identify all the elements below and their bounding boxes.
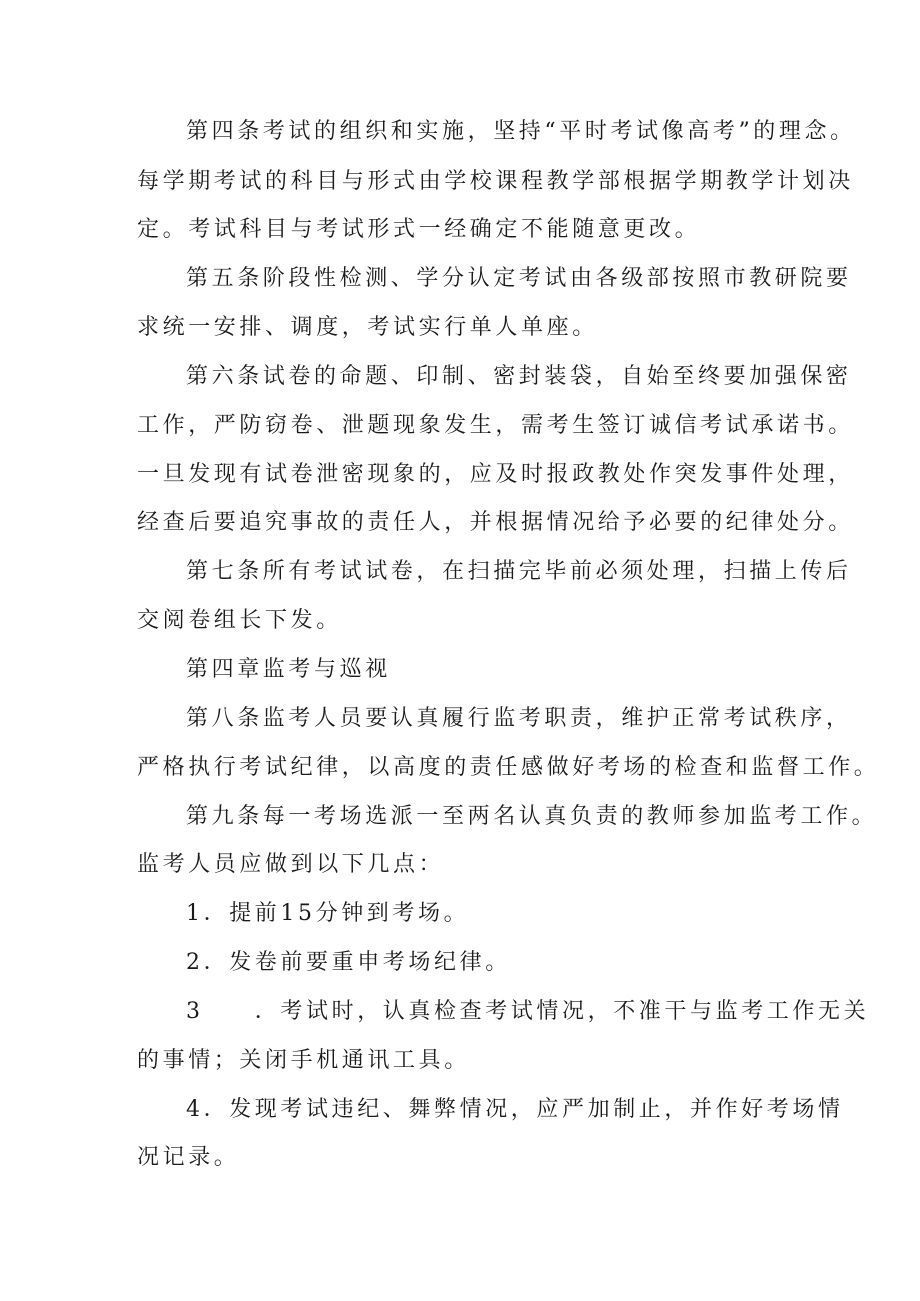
text-line: 第六条试卷的命题、印制、密封装袋，自始至终要加强保密 [186,364,852,389]
text-line: 第四条考试的组织和实施，坚持“平时考试像高考”的理念。 [186,119,856,144]
text-line: 的事情；关闭手机通讯工具。 [137,1048,470,1073]
list-item: 2．发卷前要重申考场纪律。 [186,950,511,975]
text-line: 第七条所有考试试卷，在扫描完毕前必须处理，扫描上传后 [186,559,852,584]
text-line: 第八条监考人员要认真履行监考职责，维护正常考试秩序， [186,706,852,731]
list-item: 1．提前15分钟到考场。 [186,901,470,926]
text-line: 经查后要追究事故的责任人，并根据情况给予必要的纪律处分。 [137,510,854,535]
text-line: 第五条阶段性检测、学分认定考试由各级部按照市教研院要 [186,266,852,291]
text-line: 每学期考试的科目与形式由学校课程教学部根据学期教学计划决 [137,169,854,194]
list-item: 3 ．考试时，认真检查考试情况，不准干与监考工作无关 [186,999,870,1024]
text-line: 交阅卷组长下发。 [137,608,342,633]
text-line: 工作，严防窃卷、泄题现象发生，需考生签订诚信考试承诺书。 [137,413,854,438]
text-line: 监考人员应做到以下几点： [137,852,445,877]
text-line: 第九条每一考场选派一至两名认真负责的教师参加监考工作。 [186,804,878,829]
text-line: 一旦发现有试卷泄密现象的，应及时报政教处作突发事件处理， [137,462,854,487]
text-line: 定。考试科目与考试形式一经确定不能随意更改。 [137,217,701,242]
list-item: 4．发现考试违纪、舞弊情况，应严加制止，并作好考场情 [186,1097,844,1122]
text-line: 求统一安排、调度，考试实行单人单座。 [137,315,598,340]
text-line: 严格执行考试纪律，以高度的责任感做好考场的检查和监督工作。 [137,755,880,780]
chapter-heading: 第四章监考与巡视 [186,657,391,682]
text-line: 况记录。 [137,1145,240,1170]
